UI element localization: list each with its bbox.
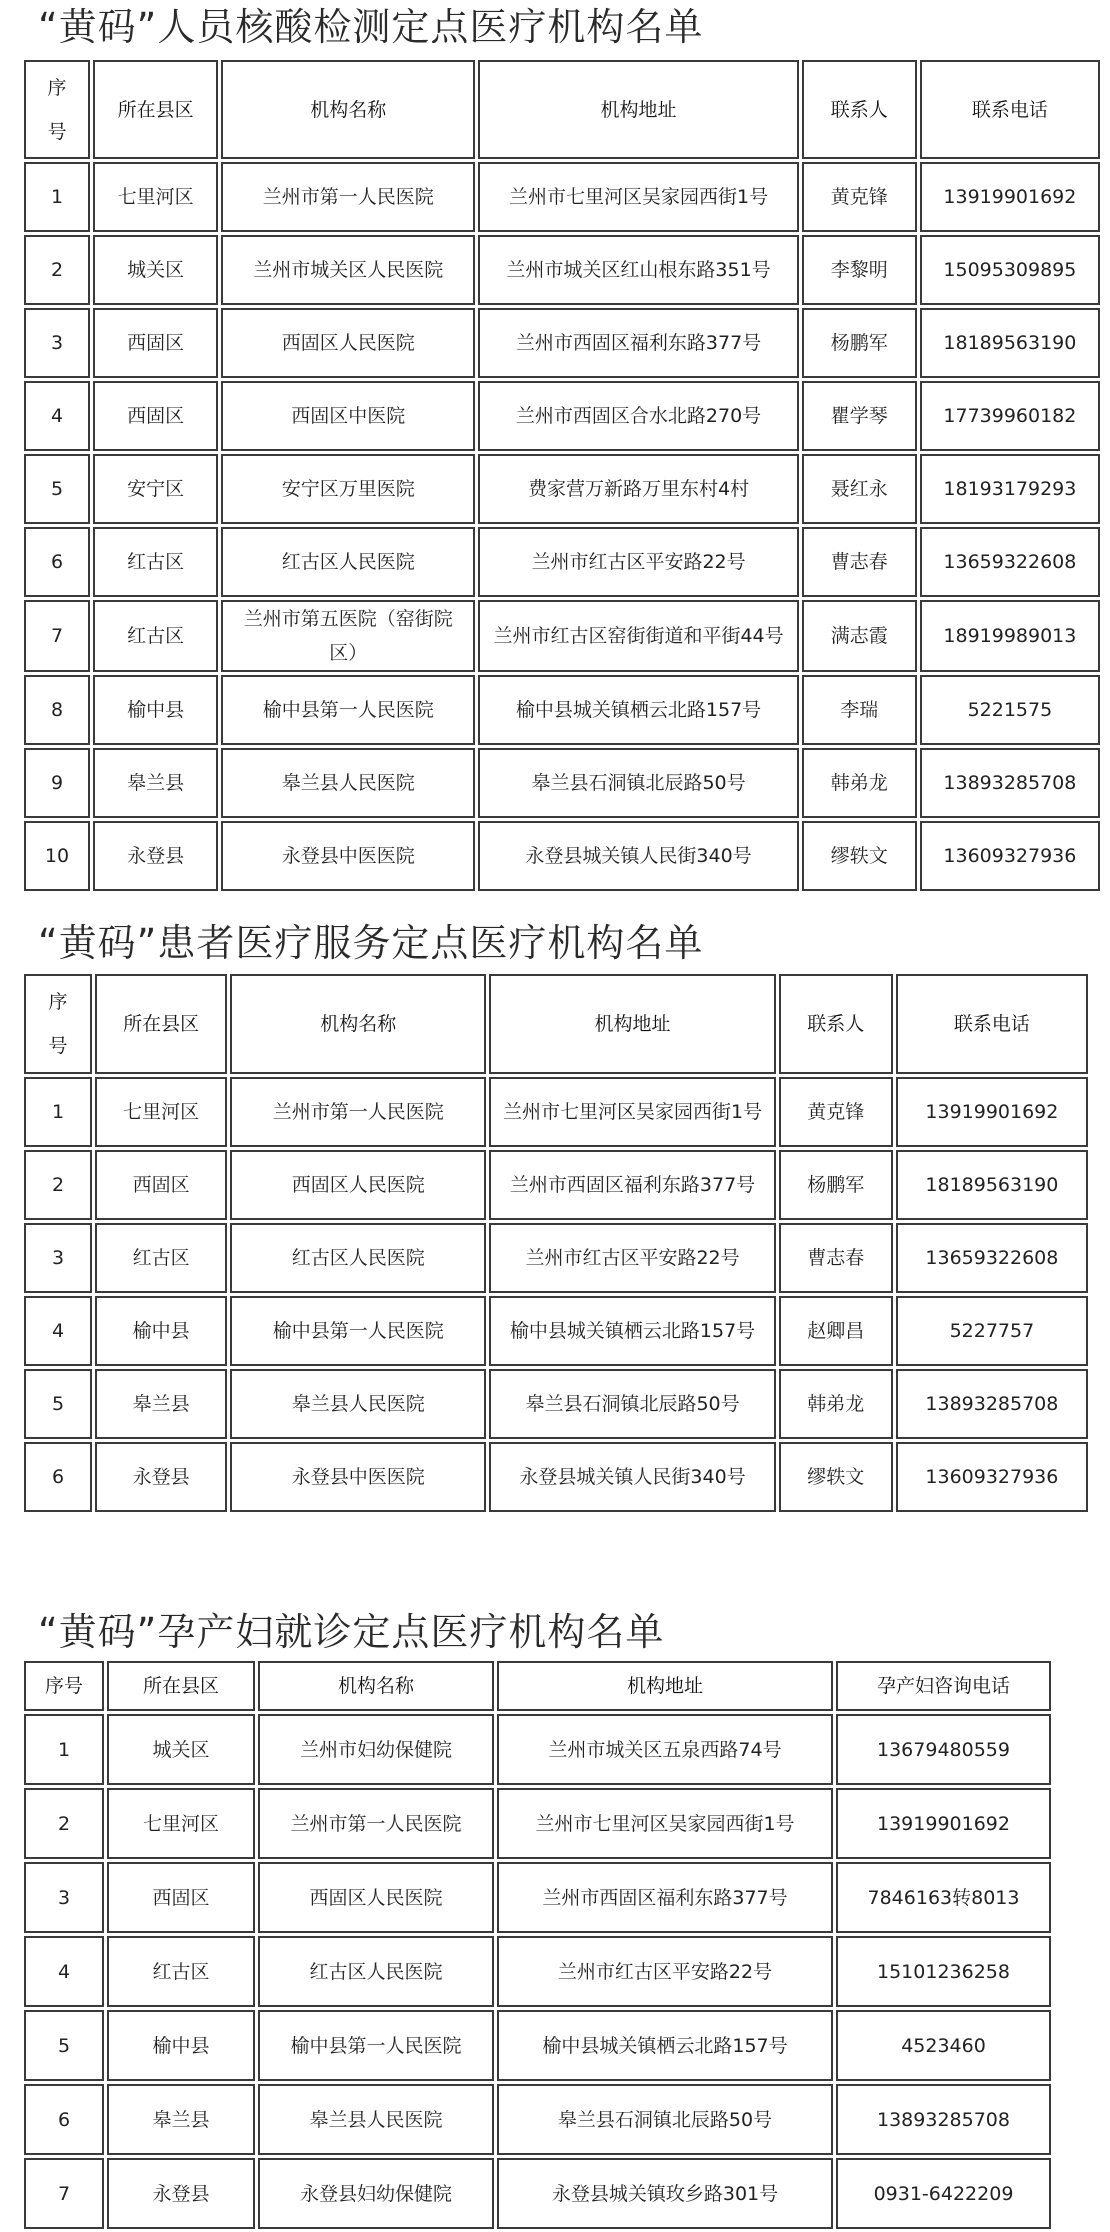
table-cell: 13609327936 <box>896 1442 1088 1512</box>
maternal-care-table <box>21 1658 1054 2232</box>
table-cell: 榆中县第一人民医院 <box>230 1296 486 1366</box>
table-cell: 兰州市西固区福利东路377号 <box>497 1862 833 1933</box>
table-cell: 6 <box>24 1442 92 1512</box>
table-cell: 七里河区 <box>95 1077 227 1147</box>
nucleic-testing-table <box>21 57 1103 894</box>
table-row <box>24 162 1100 232</box>
column-header: 所在县区 <box>93 60 218 159</box>
table-cell: 永登县城关镇人民街340号 <box>478 821 798 891</box>
table-cell: 永登县城关镇玫乡路301号 <box>497 2158 833 2229</box>
table-cell: 5 <box>24 1369 92 1439</box>
table-row <box>24 1223 1088 1293</box>
table-cell: 皋兰县人民医院 <box>258 2084 494 2155</box>
table-cell: 缪轶文 <box>802 821 917 891</box>
header-row <box>24 1661 1051 1711</box>
table-cell: 9 <box>24 748 90 818</box>
table-cell: 5227757 <box>896 1296 1088 1366</box>
table-row <box>24 1077 1088 1147</box>
table-cell: 1 <box>24 1714 104 1785</box>
column-header: 机构名称 <box>258 1661 494 1711</box>
table-cell: 3 <box>24 1223 92 1293</box>
table-cell: 皋兰县人民医院 <box>230 1369 486 1439</box>
table-cell: 红古区人民医院 <box>221 527 475 597</box>
table-cell: 13919901692 <box>896 1077 1088 1147</box>
table-cell: 皋兰县石洞镇北辰路50号 <box>489 1369 775 1439</box>
table-cell: 西固区 <box>93 381 218 451</box>
table-cell: 永登县妇幼保健院 <box>258 2158 494 2229</box>
table-cell: 兰州市妇幼保健院 <box>258 1714 494 1785</box>
table-row <box>24 1369 1088 1439</box>
table-cell: 兰州市第一人民医院 <box>230 1077 486 1147</box>
table-cell: 永登县 <box>107 2158 255 2229</box>
table-cell: 永登县 <box>93 821 218 891</box>
table-cell: 兰州市红古区平安路22号 <box>489 1223 775 1293</box>
table-cell: 满志霞 <box>802 600 917 672</box>
table-cell: 七里河区 <box>107 1788 255 1859</box>
column-header: 序号 <box>24 1661 104 1711</box>
table-cell: 兰州市红古区平安路22号 <box>478 527 798 597</box>
table-cell: 城关区 <box>107 1714 255 1785</box>
table-cell: 3 <box>24 308 90 378</box>
table-cell: 西固区 <box>93 308 218 378</box>
column-header: 联系电话 <box>920 60 1100 159</box>
table-row <box>24 381 1100 451</box>
column-header: 所在县区 <box>107 1661 255 1711</box>
column-header: 联系人 <box>779 974 893 1074</box>
table-cell: 兰州市第一人民医院 <box>221 162 475 232</box>
table-cell: 榆中县城关镇栖云北路157号 <box>478 675 798 745</box>
table-cell: 杨鹏军 <box>802 308 917 378</box>
table-cell: 永登县中医医院 <box>221 821 475 891</box>
patient-service-table <box>21 971 1091 1515</box>
column-header: 机构名称 <box>230 974 486 1074</box>
table-cell: 13609327936 <box>920 821 1100 891</box>
section-title-patient-service: “黄码”患者医疗服务定点医疗机构名单 <box>38 921 704 965</box>
table-cell: 兰州市第五医院（窑街院区） <box>221 600 475 672</box>
table-cell: 18189563190 <box>920 308 1100 378</box>
table-cell: 李瑞 <box>802 675 917 745</box>
table-cell: 榆中县 <box>95 1296 227 1366</box>
table-cell: 18919989013 <box>920 600 1100 672</box>
table-cell: 13659322608 <box>896 1223 1088 1293</box>
table-row <box>24 1714 1051 1785</box>
table-row <box>24 2010 1051 2081</box>
table-row <box>24 1150 1088 1220</box>
table-cell: 8 <box>24 675 90 745</box>
header-row <box>24 974 1088 1074</box>
table-cell: 7 <box>24 600 90 672</box>
column-header: 机构地址 <box>478 60 798 159</box>
table-cell: 安宁区 <box>93 454 218 524</box>
table-row <box>24 1862 1051 1933</box>
table-cell: 4 <box>24 1936 104 2007</box>
table-cell: 13919901692 <box>920 162 1100 232</box>
column-header: 机构地址 <box>489 974 775 1074</box>
table-cell: 红古区 <box>107 1936 255 2007</box>
table-cell: 红古区 <box>93 527 218 597</box>
table-cell: 0931-6422209 <box>836 2158 1051 2229</box>
table-cell: 4 <box>24 381 90 451</box>
table-cell: 红古区人民医院 <box>258 1936 494 2007</box>
table-cell: 费家营万新路万里东村4村 <box>478 454 798 524</box>
table-cell: 15101236258 <box>836 1936 1051 2007</box>
table-cell: 皋兰县人民医院 <box>221 748 475 818</box>
table-row <box>24 1296 1088 1366</box>
column-header: 机构名称 <box>221 60 475 159</box>
table-cell: 1 <box>24 1077 92 1147</box>
table-cell: 2 <box>24 1788 104 1859</box>
table-cell: 6 <box>24 527 90 597</box>
table-cell: 兰州市城关区五泉西路74号 <box>497 1714 833 1785</box>
table-cell: 安宁区万里医院 <box>221 454 475 524</box>
table-cell: 13679480559 <box>836 1714 1051 1785</box>
table-cell: 兰州市第一人民医院 <box>258 1788 494 1859</box>
table-cell: 城关区 <box>93 235 218 305</box>
column-header: 所在县区 <box>95 974 227 1074</box>
table-cell: 13893285708 <box>896 1369 1088 1439</box>
table-row <box>24 2158 1051 2229</box>
table-row <box>24 675 1100 745</box>
table-cell: 韩弟龙 <box>779 1369 893 1439</box>
table-cell: 永登县 <box>95 1442 227 1512</box>
table-row <box>24 821 1100 891</box>
table-cell: 榆中县城关镇栖云北路157号 <box>489 1296 775 1366</box>
table-cell: 2 <box>24 235 90 305</box>
table-cell: 兰州市红古区平安路22号 <box>497 1936 833 2007</box>
table-cell: 13893285708 <box>920 748 1100 818</box>
table-cell: 6 <box>24 2084 104 2155</box>
table-cell: 西固区 <box>107 1862 255 1933</box>
table-cell: 兰州市城关区红山根东路351号 <box>478 235 798 305</box>
table-cell: 兰州市七里河区吴家园西街1号 <box>478 162 798 232</box>
table-cell: 兰州市红古区窑街街道和平街44号 <box>478 600 798 672</box>
table-cell: 兰州市城关区人民医院 <box>221 235 475 305</box>
section-title-maternal-care: “黄码”孕产妇就诊定点医疗机构名单 <box>38 1610 665 1654</box>
table-row <box>24 308 1100 378</box>
table-cell: 永登县城关镇人民街340号 <box>489 1442 775 1512</box>
table-cell: 红古区 <box>95 1223 227 1293</box>
table-cell: 西固区 <box>95 1150 227 1220</box>
table-cell: 曹志春 <box>802 527 917 597</box>
table-cell: 西固区中医院 <box>221 381 475 451</box>
table-cell: 榆中县城关镇栖云北路157号 <box>497 2010 833 2081</box>
table-cell: 黄克锋 <box>802 162 917 232</box>
table-cell: 皋兰县石洞镇北辰路50号 <box>478 748 798 818</box>
table-cell: 榆中县 <box>107 2010 255 2081</box>
table-cell: 4523460 <box>836 2010 1051 2081</box>
table-cell: 杨鹏军 <box>779 1150 893 1220</box>
column-header: 序号 <box>24 974 92 1074</box>
table-row <box>24 454 1100 524</box>
table-cell: 榆中县第一人民医院 <box>258 2010 494 2081</box>
header-row <box>24 60 1100 159</box>
section-title-nucleic-testing: “黄码”人员核酸检测定点医疗机构名单 <box>38 5 704 49</box>
table-cell: 李黎明 <box>802 235 917 305</box>
table-cell: 西固区人民医院 <box>230 1150 486 1220</box>
table-cell: 七里河区 <box>93 162 218 232</box>
table-cell: 瞿学琴 <box>802 381 917 451</box>
table-cell: 兰州市西固区福利东路377号 <box>489 1150 775 1220</box>
column-header: 机构地址 <box>497 1661 833 1711</box>
column-header: 联系电话 <box>896 974 1088 1074</box>
table-cell: 兰州市七里河区吴家园西街1号 <box>497 1788 833 1859</box>
table-cell: 10 <box>24 821 90 891</box>
table-row <box>24 235 1100 305</box>
table-cell: 赵卿昌 <box>779 1296 893 1366</box>
table-cell: 5 <box>24 454 90 524</box>
table-cell: 皋兰县石洞镇北辰路50号 <box>497 2084 833 2155</box>
table-row <box>24 748 1100 818</box>
table-cell: 7846163转8013 <box>836 1862 1051 1933</box>
table-cell: 皋兰县 <box>107 2084 255 2155</box>
table-row <box>24 1788 1051 1859</box>
table-row <box>24 1936 1051 2007</box>
table-cell: 5221575 <box>920 675 1100 745</box>
table-row <box>24 1442 1088 1512</box>
table-cell: 皋兰县 <box>95 1369 227 1439</box>
table-cell: 15095309895 <box>920 235 1100 305</box>
table-row <box>24 2084 1051 2155</box>
table-cell: 3 <box>24 1862 104 1933</box>
table-cell: 兰州市西固区合水北路270号 <box>478 381 798 451</box>
table-cell: 韩弟龙 <box>802 748 917 818</box>
table-cell: 黄克锋 <box>779 1077 893 1147</box>
column-header: 联系人 <box>802 60 917 159</box>
table-cell: 红古区人民医院 <box>230 1223 486 1293</box>
table-cell: 缪轶文 <box>779 1442 893 1512</box>
table-cell: 榆中县第一人民医院 <box>221 675 475 745</box>
table-cell: 兰州市西固区福利东路377号 <box>478 308 798 378</box>
table-cell: 1 <box>24 162 90 232</box>
table-cell: 西固区人民医院 <box>221 308 475 378</box>
table-cell: 聂红永 <box>802 454 917 524</box>
table-cell: 18193179293 <box>920 454 1100 524</box>
table-cell: 4 <box>24 1296 92 1366</box>
table-cell: 13919901692 <box>836 1788 1051 1859</box>
table-cell: 皋兰县 <box>93 748 218 818</box>
table-cell: 7 <box>24 2158 104 2229</box>
table-row <box>24 600 1100 672</box>
table-cell: 红古区 <box>93 600 218 672</box>
column-header: 序号 <box>24 60 90 159</box>
table-cell: 18189563190 <box>896 1150 1088 1220</box>
table-cell: 2 <box>24 1150 92 1220</box>
table-cell: 13659322608 <box>920 527 1100 597</box>
table-cell: 永登县中医医院 <box>230 1442 486 1512</box>
table-cell: 榆中县 <box>93 675 218 745</box>
table-cell: 曹志春 <box>779 1223 893 1293</box>
table-cell: 5 <box>24 2010 104 2081</box>
table-cell: 兰州市七里河区吴家园西街1号 <box>489 1077 775 1147</box>
table-cell: 西固区人民医院 <box>258 1862 494 1933</box>
column-header: 孕产妇咨询电话 <box>836 1661 1051 1711</box>
table-row <box>24 527 1100 597</box>
table-cell: 17739960182 <box>920 381 1100 451</box>
table-cell: 13893285708 <box>836 2084 1051 2155</box>
